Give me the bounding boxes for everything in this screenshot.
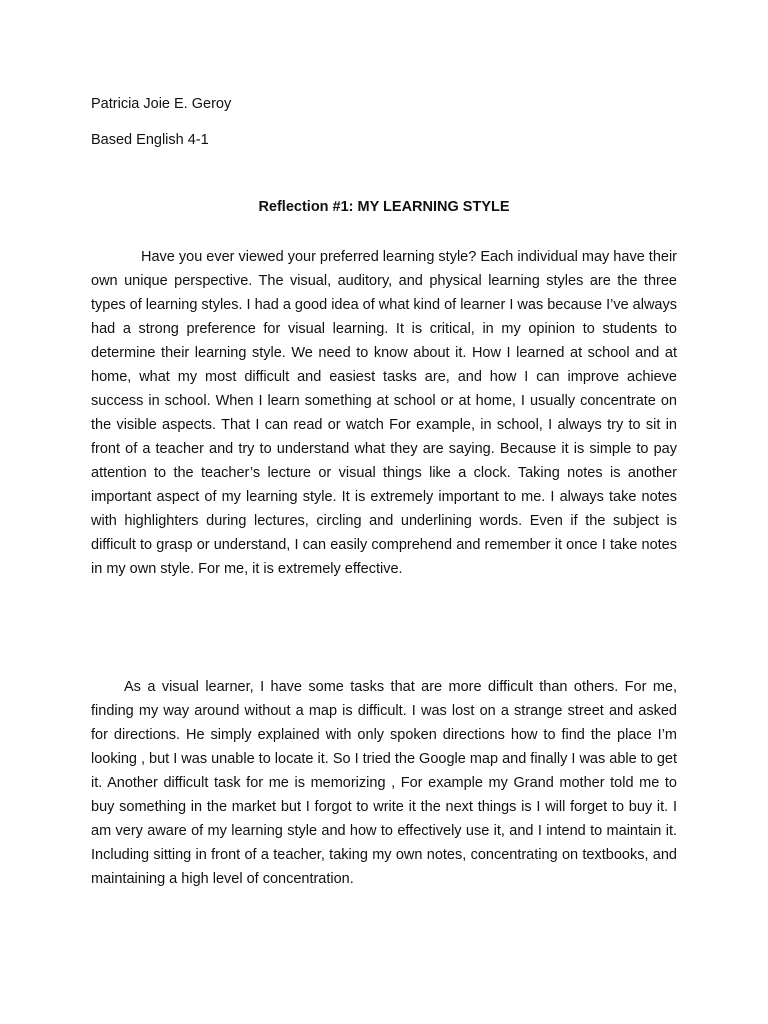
author-name: Patricia Joie E. Geroy (91, 96, 232, 112)
course-name: Based English 4-1 (91, 132, 209, 148)
body-paragraph-1: Have you ever viewed your preferred learning style? Each individual may have their own unique perspective. The visual, auditory, and physical learning styles are the three types of learning styles. I had a good idea of what kind of learner I was because I’ve always had a strong preference for visual learning. It is critical, in my opinion to students to determine their learning style. We need to know about it. How I learned at school and at home, what my most difficult and easiest tasks are, and how I can improve achieve success in school. When I learn something at school or at home, I usually concentrate on the visible aspects. That I can read or watch For example, in school, I always try to sit in front of a teacher and try to understand what they are saying. Because it is simple to pay attention to the teacher’s lecture or visual things like a clock. Taking notes is another important aspect of my learning style. It is extremely important to me. I always take notes with highlighters during lectures, circling and underlining words. Even if the subject is difficult to grasp or understand, I can easily comprehend and remember it once I take notes in my own style. For me, it is extremely effective. (91, 248, 677, 577)
body-paragraph-2: As a visual learner, I have some tasks that are more difficult than others. For me, finding my way around without a map is difficult. I was lost on a strange street and asked for directions. He simply explained with only spoken directions how to find the place I’m looking , but I was unable to locate it. So I tried the Google map and finally I was able to get it. Another difficult task for me is memorizing , For example my Grand mother told me to buy something in the market but I forgot to write it the next things is I will forget to buy it. I am very aware of my learning style and how to effectively use it, and I intend to maintain it. Including sitting in front of a teacher, taking my own notes, concentrating on textbooks, and maintaining a high level of concentration. (91, 678, 677, 887)
document-title: Reflection #1: MY LEARNING STYLE (258, 199, 510, 215)
